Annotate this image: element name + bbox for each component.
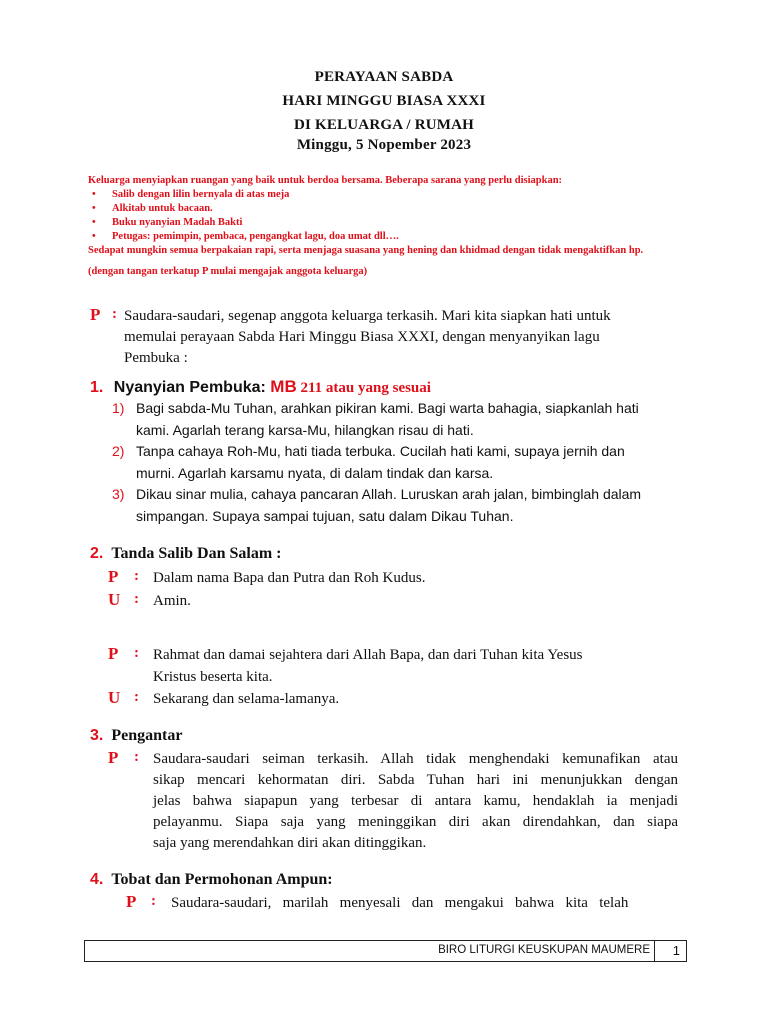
note-list	[88, 188, 688, 244]
speaker-colon: :	[134, 591, 139, 607]
note-item: • Salib dengan lilin bernyala di atas meja	[88, 188, 688, 202]
response-line: Amin.	[153, 593, 191, 609]
verse-line: Dikau sinar mulia, cahaya pancaran Allah. Luruskan arah jalan, bimbinglah dalam	[136, 486, 642, 502]
verse-number: 2)	[112, 443, 125, 459]
response-label: U	[108, 590, 121, 609]
speaker-colon: :	[112, 306, 117, 322]
greeting-line: Rahmat dan damai sejahtera dari Allah Bapa, dan dari Tuhan kita Yesus	[153, 647, 583, 663]
note-intro: Keluarga menyiapkan ruangan yang baik untuk berdoa bersama. Beberapa sarana yang perlu disiapkan:	[88, 175, 563, 186]
speaker-label: P	[108, 748, 119, 767]
section-title: Pengantar	[111, 727, 183, 744]
verse-line: Tanpa cahaya Roh-Mu, hati tiada terbuka. Cucilah hati kami, supaya jernih dan	[136, 443, 625, 459]
introduction-line: saja yang merendahkan diri akan ditinggikan.	[153, 835, 427, 851]
speaker-colon: :	[151, 893, 156, 909]
page-number: 1	[672, 943, 680, 958]
section-title: Nyanyian Pembuka:	[113, 379, 271, 396]
section-heading-penitential-rite	[90, 871, 333, 889]
document-date: Minggu, 5 Nopember 2023	[296, 137, 472, 153]
introduction-line: Saudara-saudari seiman terkasih. Allah tidak menghendaki kemunafikan atau	[153, 751, 678, 767]
note-instruction: (dengan tangan terkatup P mulai mengajak anggota keluarga)	[88, 266, 368, 277]
note-item: • Buku nyanyian Madah Bakti	[88, 216, 688, 230]
section-title: Tobat dan Permohonan Ampun:	[111, 871, 333, 888]
song-number: 211 atau yang sesuai	[296, 380, 431, 396]
opening-line: Pembuka :	[124, 350, 188, 366]
document-subtitle-sunday: HARI MINGGU BIASA XXXI	[282, 93, 486, 109]
section-heading-sign-of-cross	[90, 545, 281, 563]
response-line: Sekarang dan selama-lamanya.	[153, 691, 340, 707]
note-closing: Sedapat mungkin semua berpakaian rapi, serta menjaga suasana yang hening dan khidmad dengan tidak mengaktifkan hp.	[88, 245, 644, 256]
verse-number: 1)	[112, 400, 125, 416]
verse-line: murni. Agarlah karsamu nyata, di dalam tindak dan karsa.	[136, 464, 494, 481]
section-number: 3.	[90, 727, 104, 744]
footer-divider	[654, 941, 655, 961]
opening-line: memulai perayaan Sabda Hari Minggu Biasa XXXI, dengan menyanyikan lagu	[124, 329, 600, 345]
greeting-line: Dalam nama Bapa dan Putra dan Roh Kudus.	[153, 570, 426, 586]
response-label: U	[108, 688, 121, 707]
introduction-line: pelayanmu. Siapa saja yang meninggikan diri akan direndahkan, dan siapa	[153, 814, 678, 830]
section-heading-introduction	[90, 727, 182, 745]
section-title: Tanda Salib Dan Salam :	[111, 545, 282, 562]
speaker-label: P	[108, 644, 119, 663]
speaker-colon: :	[134, 749, 139, 765]
song-book-code: MB	[270, 377, 297, 396]
verse-line: simpangan. Supaya sampai tujuan, satu dalam Dikau Tuhan.	[136, 507, 514, 524]
verse-line: Bagi sabda-Mu Tuhan, arahkan pikiran kami. Bagi warta bahagia, siapkanlah hati	[136, 400, 639, 416]
section-number: 1.	[90, 379, 104, 396]
preparation-note	[88, 174, 688, 279]
speaker-label: P	[108, 567, 119, 586]
speaker-colon: :	[134, 568, 139, 584]
penitence-line: Saudara-saudari, marilah menyesali dan mengakui bahwa kita telah	[171, 895, 629, 911]
section-number: 2.	[90, 545, 104, 562]
note-item: • Alkitab untuk bacaan.	[88, 202, 688, 216]
introduction-text	[153, 749, 678, 854]
section-heading-opening-song	[90, 377, 431, 397]
speaker-colon: :	[134, 645, 139, 661]
speaker-colon: :	[134, 689, 139, 705]
speaker-label: P	[126, 892, 137, 911]
verse-line: kami. Agarlah terang karsa-Mu, hilangkan risau di hati.	[136, 421, 474, 438]
note-item: • Petugas: pemimpin, pembaca, pengangkat lagu, doa umat dll….	[88, 230, 688, 244]
greeting-line: Kristus beserta kita.	[153, 669, 273, 685]
document-subtitle-location: DI KELUARGA / RUMAH	[293, 117, 475, 133]
page-footer	[84, 940, 687, 962]
introduction-line: sikap mencari kehormatan diri. Sabda Tuhan hari ini menunjukkan dengan	[153, 772, 678, 788]
section-number: 4.	[90, 871, 104, 888]
verse-number: 3)	[112, 486, 125, 502]
footer-organization: BIRO LITURGI KEUSKUPAN MAUMERE	[438, 944, 650, 956]
opening-line: Saudara-saudari, segenap anggota keluarga terkasih. Mari kita siapkan hati untuk	[124, 308, 611, 324]
introduction-line: jelas bahwa siapapun yang terbesar di antara kamu, hendaklah ia menjadi	[153, 793, 678, 809]
document-title: PERAYAAN SABDA	[314, 69, 454, 85]
speaker-label: P	[90, 305, 101, 324]
